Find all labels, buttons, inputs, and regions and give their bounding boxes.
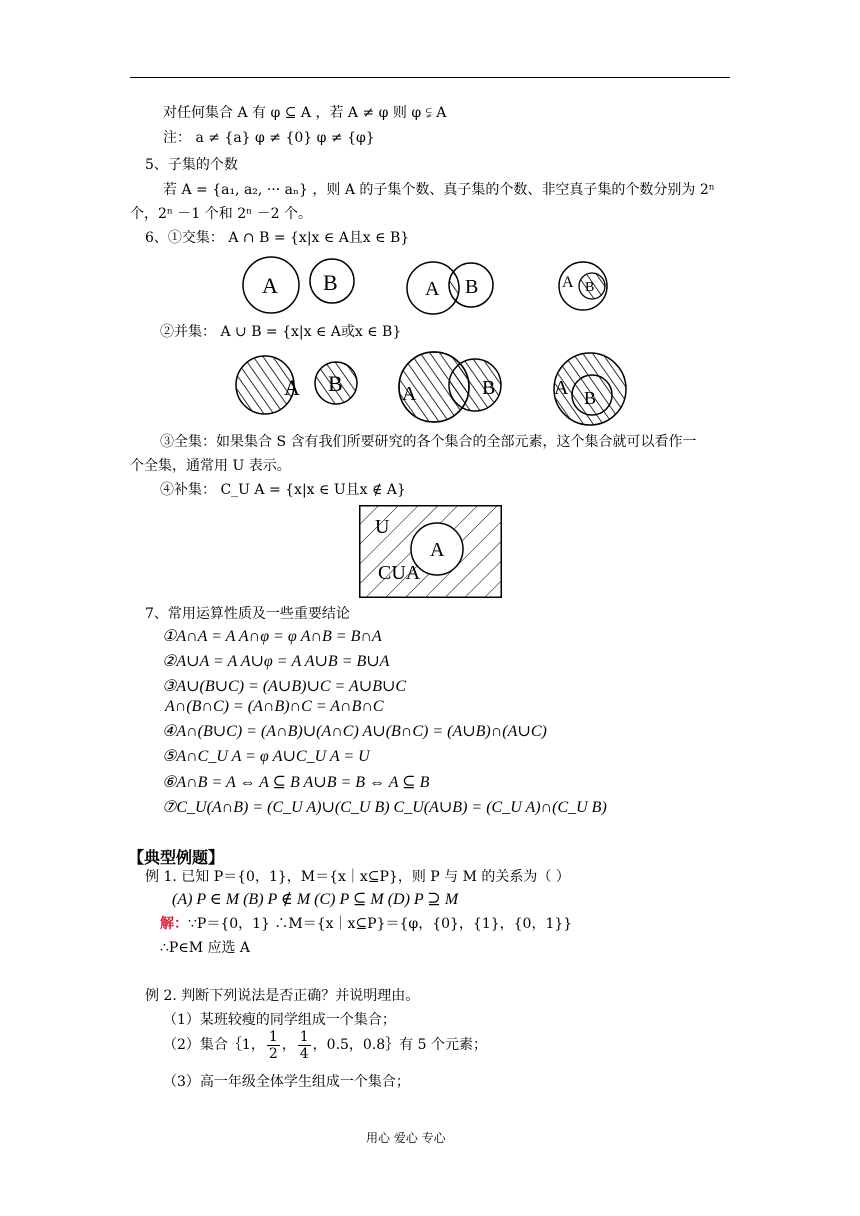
label-a: A <box>430 539 445 561</box>
fraction-denominator: 4 <box>299 1045 309 1062</box>
label-a: A <box>262 273 278 298</box>
section-5-title: 5、子集的个数 <box>145 157 238 173</box>
property-1: ①A∩A = A A∩φ = φ A∩B = B∩A <box>162 628 382 645</box>
item-2-prefix: （2）集合｛1， <box>163 1037 265 1053</box>
intersection-diagram-subset <box>558 262 618 312</box>
examples-heading: 【典型例题】 <box>128 848 225 867</box>
label-cua: CUA <box>378 562 421 584</box>
solution-label: 解： <box>160 916 188 932</box>
complement-diagram <box>359 505 502 598</box>
label-b: B <box>584 388 597 408</box>
union-definition: ②并集： A ∪ B = {x|x ∈ A或x ∈ B} <box>160 324 402 340</box>
universal-set-line-1: ③全集：如果集合 S 含有我们所要研究的各个集合的全部元素，这个集合就可以看作一 <box>160 434 697 450</box>
label-b: B <box>585 280 595 295</box>
label-a: A <box>554 377 569 399</box>
section-7-title: 7、常用运算性质及一些重要结论 <box>145 606 350 622</box>
property-4: ④A∩(B∪C) = (A∩B)∪(A∩C) A∪(B∩C) = (A∪B)∩(A∪C) <box>162 723 547 740</box>
property-6: ⑥A∩B = A ⇔ A ⊆ B A∪B = B ⇔ A ⊆ B <box>162 774 430 791</box>
example-1-options: (A) P ∈ M (B) P ∉ M (C) P ⊆ M (D) P ⊇ M <box>172 891 459 908</box>
section-5-line-1: 若 A = {a₁, a₂, ··· aₙ} ，则 A 的子集个数、真子集的个数、非空真子集的个数分别为 2ⁿ <box>163 182 715 198</box>
separator: ， <box>281 1037 296 1053</box>
fraction-one-quarter <box>298 1029 311 1062</box>
example-2-item-2 <box>163 1025 487 1065</box>
example-2-item-3: （3）高一年级全体学生组成一个集合； <box>163 1074 410 1090</box>
example-1-answer: ∴P∈M 应选 A <box>160 940 251 956</box>
union-diagram-disjoint <box>232 355 362 415</box>
label-b: B <box>328 371 343 396</box>
property-3: ③A∪(B∪C) = (A∪B)∪C = A∪B∪C <box>162 678 407 695</box>
label-a: A <box>402 383 417 405</box>
property-5: ⑤A∩C_U A = φ A∪C_U A = U <box>162 748 370 765</box>
union-diagram-subset <box>552 352 632 427</box>
intersection-diagram-overlap <box>405 260 505 320</box>
subset-empty-line: 对任何集合 A 有 φ ⊆ A ，若 A ≠ φ 则 φ ⫋ A <box>163 105 447 121</box>
property-7: ⑦C_U(A∩B) = (C_U A)∪(C_U B) C_U(A∪B) = (C_U A)∩(C_U B) <box>162 799 607 816</box>
property-2: ②A∪A = A A∪φ = A A∪B = B∪A <box>162 653 390 670</box>
property-3b: A∩(B∩C) = (A∩B)∩C = A∩B∩C <box>165 698 384 715</box>
label-a: A <box>284 375 300 400</box>
fraction-denominator: 2 <box>268 1045 278 1062</box>
example-2-question: 例 2. 判断下列说法是否正确？并说明理由。 <box>145 988 420 1004</box>
intersection-diagram-disjoint <box>240 255 360 315</box>
section-5-line-2: 个，2ⁿ －1 个和 2ⁿ －2 个。 <box>130 206 312 222</box>
label-b: B <box>465 276 479 298</box>
example-2-item-1: （1）某班较瘦的同学组成一个集合； <box>163 1012 396 1028</box>
label-u: U <box>375 516 390 538</box>
label-b: B <box>323 270 338 295</box>
fraction-one-half <box>267 1029 280 1062</box>
complement-definition: ④补集： C_U A = {x|x ∈ U且x ∉ A} <box>160 482 406 498</box>
note-line: 注： a ≠ {a} φ ≠ {0} φ ≠ {φ} <box>163 130 375 146</box>
example-1-question: 例 1. 已知 P＝{0，1}，M＝{x｜x⊆P}，则 P 与 M 的关系为（ ） <box>145 869 570 885</box>
intersection-definition: 6、①交集： A ∩ B = {x|x ∈ A且x ∈ B} <box>145 230 410 246</box>
example-1-solution <box>160 914 572 934</box>
fraction-numerator: 1 <box>299 1028 309 1045</box>
header-rule <box>130 77 730 78</box>
page-footer: 用心 爱心 专心 <box>366 1131 446 1145</box>
solution-text: ∵P＝{0，1} ∴M＝{x｜x⊆P}＝{φ，{0}，{1}，{0，1}} <box>188 916 573 932</box>
label-a: A <box>425 278 440 300</box>
item-2-suffix: ，0.5，0.8｝有 5 个元素； <box>312 1037 488 1053</box>
label-b: B <box>482 377 496 399</box>
union-diagram-overlap <box>398 350 508 425</box>
universal-set-line-2: 个全集，通常用 U 表示。 <box>130 458 291 474</box>
fraction-numerator: 1 <box>268 1028 278 1045</box>
label-a: A <box>562 274 574 291</box>
